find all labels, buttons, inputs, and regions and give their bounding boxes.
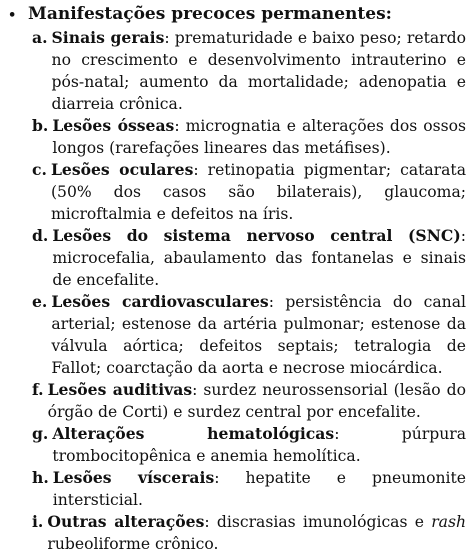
item-label: h. [32,468,49,487]
item-term: Alterações hematológicas [52,424,335,443]
list-item-b [32,115,466,159]
list-item-a [32,27,466,115]
item-term: Lesões oculares [50,160,194,179]
manifestations-list [8,27,466,555]
list-item-d [32,225,466,291]
item-label: d. [32,226,49,245]
item-tail: rubeoliforme crônico. [47,535,219,553]
item-term: Lesões ósseas [52,116,175,135]
list-item-e [32,291,466,379]
item-text: : púrpura trombocitopênica e anemia hemolítica. [52,425,466,465]
list-item-c [32,159,466,225]
section-heading [8,3,466,27]
item-text: : surdez neurossensorial (lesão do órgão de Corti) e surdez central por encefalite. [47,381,466,421]
list-item-f [32,379,466,423]
item-term: Lesões auditivas [47,380,193,399]
bullet-icon: • [8,8,17,23]
item-text: : micrognatia e alterações dos ossos longos (rarefações lineares das metáfises). [52,117,466,157]
item-text: : discrasias imunológicas e [204,513,432,531]
item-label: b. [32,116,49,135]
item-text: : persistência do canal arterial; estenose da artéria pulmonar; estenose da válvula aórtica; defeitos septais; tetralogia de Fallot; coarctação da aorta e necrose miocárdica. [51,293,466,377]
item-label: f. [32,380,44,399]
item-label: c. [32,160,47,179]
item-label: g. [32,424,49,443]
heading-text: Manifestações precoces permanentes: [28,4,392,24]
item-term: Outras alterações [47,512,205,531]
item-emphasis: rash [431,513,466,531]
item-label: i. [32,512,44,531]
item-text: : hepatite e pneumonite intersticial. [52,469,466,509]
list-item-g [32,423,466,467]
item-text: : prematuridade e baixo peso; retardo no crescimento e desenvolvimento intrauterino e pós-natal; aumento da mortalidade; adenopatia e diarreia crônica. [51,29,466,113]
item-text: : microcefalia, abaulamento das fontanelas e sinais de encefalite. [52,227,466,289]
item-term: Lesões cardiovasculares [51,292,269,311]
item-term: Lesões víscerais [52,468,215,487]
item-label: e. [32,292,48,311]
list-item-i [32,511,466,555]
list-item-h [32,467,466,511]
item-term: Sinais gerais [51,28,165,47]
item-label: a. [32,28,48,47]
item-term: Lesões do sistema nervoso central (SNC) [52,226,461,245]
item-text: : retinopatia pigmentar; catarata (50% dos casos são bilaterais), glaucoma; microftalmia e defeitos na íris. [50,161,466,223]
